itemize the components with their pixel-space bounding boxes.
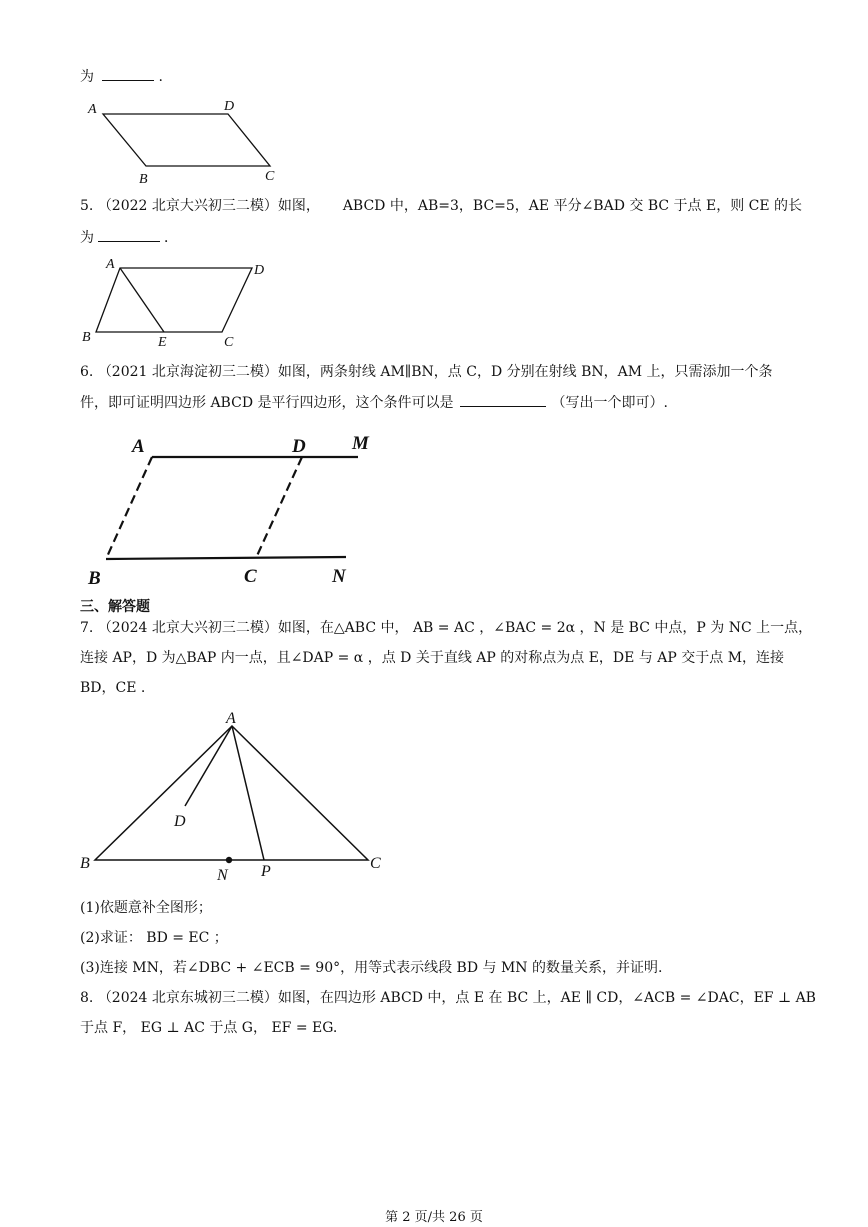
fig-q4-label-A: A (88, 102, 97, 117)
q7-part-3: (3)连接 MN，若∠DBC + ∠ECB = 90°，用等式表示线段 BD 与 MN 的数量关系，并证明. (80, 960, 663, 976)
fig-q4-label-C: C (265, 169, 275, 184)
fig-q6-label-A: A (132, 436, 145, 457)
fig-q6-label-N: N (332, 566, 346, 587)
fig-q7-label-P: P (261, 863, 271, 880)
fig-q5-label-B: B (82, 330, 91, 345)
fig-q7-label-C: C (370, 855, 381, 872)
q7-part-2: (2)求证： BD = EC ； (80, 930, 228, 946)
q6-line2-prefix: 件，即可证明四边形 ABCD 是平行四边形，这个条件可以是 (80, 395, 454, 411)
fig-q6-label-C: C (244, 566, 257, 587)
fig-q6-label-M: M (352, 433, 369, 454)
q7-line3: BD，CE . (80, 680, 146, 696)
q7-number: 7. (80, 620, 94, 636)
q6-source: （2021 北京海淀初三二模） (97, 364, 278, 380)
top-fragment-prefix: 为 (80, 69, 94, 85)
fig-q6-label-B: B (88, 568, 101, 589)
fig-q5-label-C: C (224, 335, 234, 350)
page-footer: 第 2 页/共 26 页 (385, 1210, 483, 1225)
q7-source: （2024 北京大兴初三二模） (97, 620, 278, 636)
q8-number: 8. (80, 990, 94, 1006)
q5-text3-suffix: ． (164, 230, 178, 246)
section-title: 三、解答题 (80, 599, 150, 615)
fig-q7-label-B: B (80, 855, 90, 872)
fig-q5-label-A: A (106, 257, 115, 272)
q8-line1: 如图，在四边形 ABCD 中，点 E 在 BC 上，AE ∥ CD，∠ACB = ∠DAC，EF ⊥ AB (277, 990, 816, 1006)
q5-text3-prefix: 为 (80, 230, 94, 246)
fig-q7-label-D: D (174, 813, 186, 830)
q8-source: （2024 北京东城初三二模） (97, 990, 278, 1006)
q8-line2: 于点 F， EG ⊥ AC 于点 G， EF = EG. (80, 1020, 338, 1036)
q7-line1: 如图，在△ABC 中， AB = AC ，∠BAC = 2α ，N 是 BC 中点，P 为 NC 上一点， (277, 620, 813, 636)
fig-q6-label-D: D (292, 436, 306, 457)
fig-q7-label-A: A (226, 710, 236, 727)
question-8-line1 (80, 988, 816, 1008)
q6-line1: 如图，两条射线 AM∥BN，点 C，D 分别在射线 BN，AM 上，只需添加一个条 (277, 364, 773, 380)
q6-number: 6. (80, 364, 94, 380)
q5-number: 5. (80, 198, 94, 214)
fig-q4-label-D: D (224, 99, 235, 114)
fig-q7-label-N: N (217, 867, 228, 884)
fig-q5-label-D: D (254, 263, 265, 278)
q5-source: （2022 北京大兴初三二模） (97, 198, 278, 214)
top-fragment-suffix: . (158, 69, 163, 85)
q7-line2: 连接 AP，D 为△BAP 内一点，且∠DAP = α ，点 D 关于直线 AP 的对称点为点 E，DE 与 AP 交于点 M，连接 (80, 650, 785, 666)
q6-line2-suffix: （写出一个即可）. (551, 395, 668, 411)
point-N (226, 857, 232, 863)
fig-q5-label-E: E (158, 335, 167, 350)
fig-q4-label-B: B (139, 172, 148, 187)
question-8-line2 (80, 1018, 337, 1038)
q7-part-1: (1)依题意补全图形； (80, 900, 212, 916)
q5-text2: ABCD 中，AB=3，BC=5，AE 平分∠BAD 交 BC 于点 E，则 CE 的长 (342, 198, 803, 214)
q5-text1: 如图， (277, 198, 320, 214)
